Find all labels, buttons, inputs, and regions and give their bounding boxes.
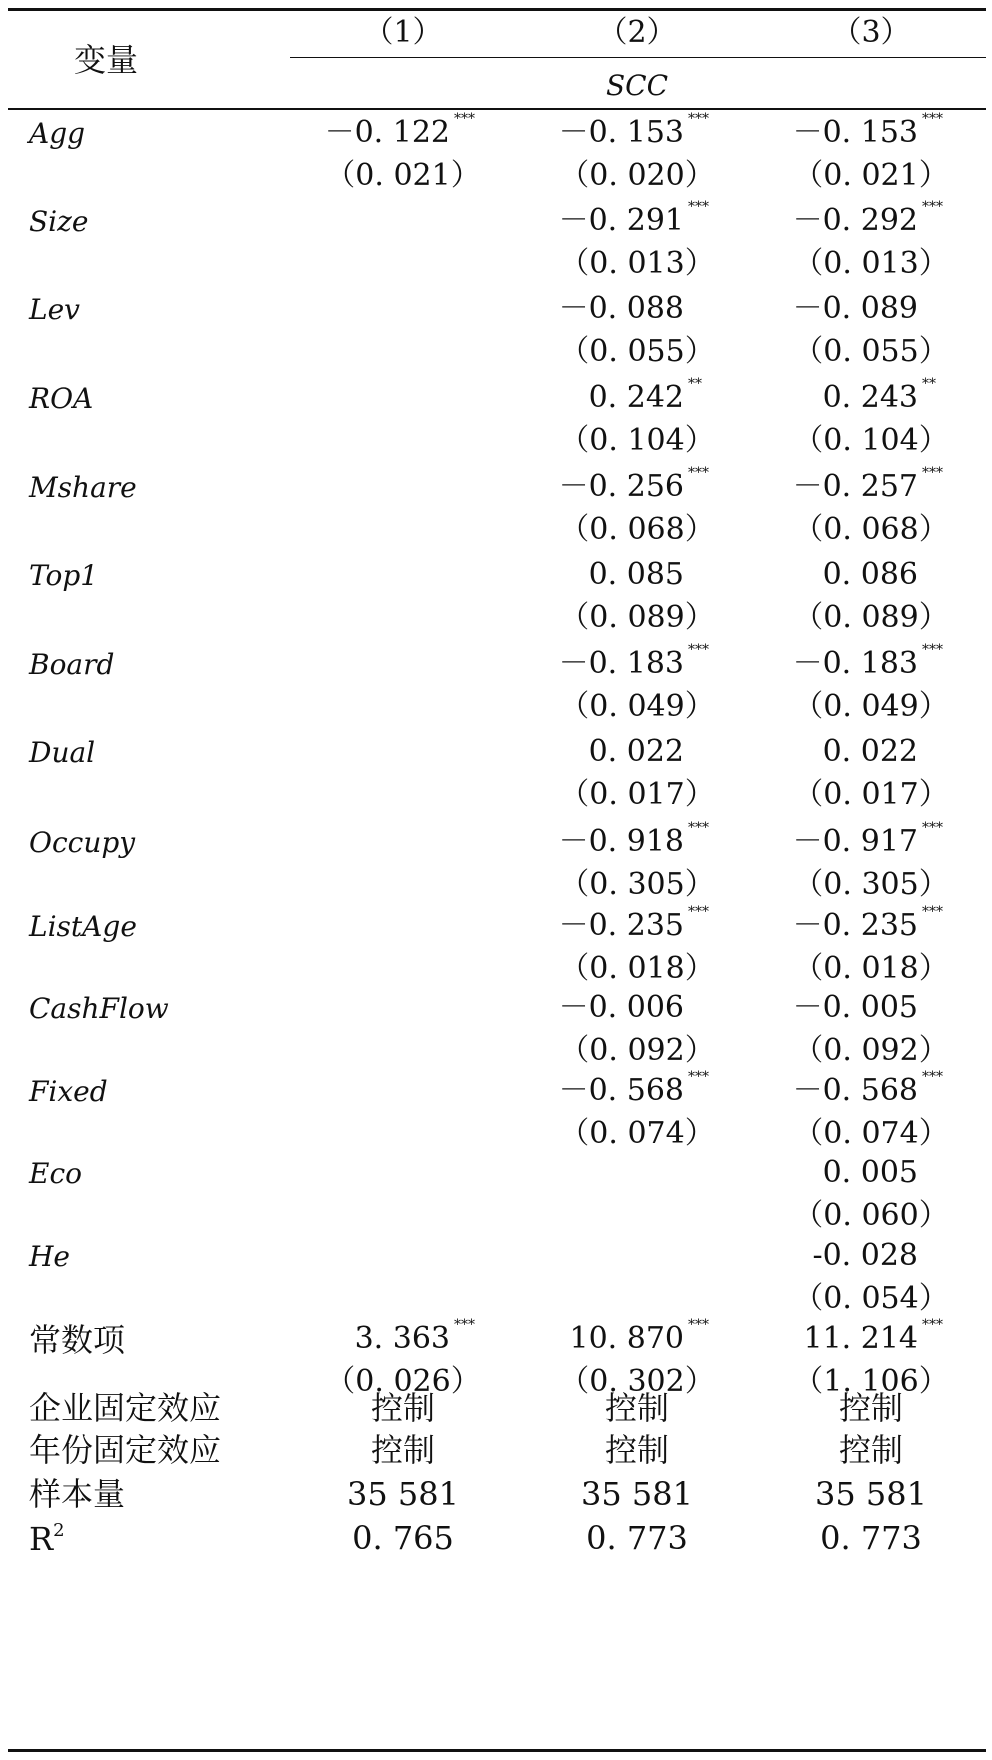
footer-row-label-text: 企业固定效应: [29, 1389, 222, 1427]
coefficient-value: [822, 557, 918, 592]
footer-value: 35 581: [815, 1475, 927, 1513]
coefficient-number: －0. 291: [558, 203, 684, 238]
coefficient-value: [558, 1069, 709, 1108]
standard-error-value: （0. 021）: [793, 158, 949, 193]
coefficient-value: [558, 465, 709, 504]
standard-error-value: （0. 021）: [325, 158, 481, 193]
standard-error-value: （0. 013）: [559, 246, 715, 281]
coefficient-value: [558, 904, 709, 943]
row-label: He: [29, 1240, 70, 1273]
standard-error-value: （0. 068）: [559, 512, 715, 547]
standard-error-value: （0. 068）: [793, 512, 949, 547]
standard-error-value: （0. 092）: [793, 1033, 949, 1068]
footer-value: 控制: [838, 1389, 904, 1427]
row-label: Board: [29, 648, 115, 681]
coefficient-number: 0. 005: [822, 1155, 918, 1190]
coefficient-number: 0. 022: [822, 734, 918, 769]
significance-stars: ***: [688, 820, 709, 836]
standard-error-value: （0. 026）: [325, 1364, 481, 1399]
significance-stars: ***: [922, 904, 943, 920]
coefficient-number: －0. 122: [324, 115, 450, 150]
header-sub-rule: [290, 57, 986, 58]
coefficient-number: 0. 022: [588, 734, 684, 769]
coefficient-value: [588, 734, 684, 769]
coefficient-number: －0. 918: [558, 824, 684, 859]
coefficient-value: [792, 111, 943, 150]
coefficient-value: [792, 1069, 943, 1108]
footer-row-label: [29, 1389, 222, 1427]
coefficient-value: [558, 642, 709, 681]
coefficient-value: [558, 199, 709, 238]
coefficient-value: [558, 820, 709, 859]
coefficient-value: [354, 1317, 475, 1356]
significance-stars: ***: [454, 111, 475, 127]
row-label: CashFlow: [29, 992, 169, 1025]
row-label: ListAge: [29, 910, 137, 943]
coefficient-number: －0. 183: [558, 646, 684, 681]
standard-error-value: （0. 013）: [793, 246, 949, 281]
coefficient-number: －0. 235: [792, 908, 918, 943]
row-label: Eco: [29, 1157, 82, 1190]
standard-error-value: （0. 054）: [793, 1281, 949, 1316]
coefficient-value: [812, 1238, 918, 1273]
standard-error-value: （0. 018）: [793, 951, 949, 986]
standard-error-value: （0. 017）: [793, 777, 949, 812]
standard-error-value: （0. 302）: [559, 1364, 715, 1399]
standard-error-value: （0. 089）: [793, 600, 949, 635]
footer-value: 0. 773: [586, 1519, 688, 1557]
footer-value: 0. 773: [820, 1519, 922, 1557]
significance-stars: ***: [688, 199, 709, 215]
footer-row-label-text: 样本量: [29, 1475, 126, 1513]
footer-row-label-superscript: 2: [53, 1520, 65, 1541]
coefficient-number: 0. 242: [588, 380, 684, 415]
coefficient-number: －0. 153: [792, 115, 918, 150]
coefficient-value: [792, 291, 918, 326]
footer-value: 35 581: [581, 1475, 693, 1513]
header-variable-label: 变量: [74, 41, 139, 79]
footer-value: 控制: [838, 1431, 904, 1469]
column-header-2: （2）: [597, 15, 677, 50]
coefficient-number: －0. 088: [558, 291, 684, 326]
row-label: Top1: [29, 559, 99, 592]
standard-error-value: （0. 104）: [559, 423, 715, 458]
significance-stars: ***: [688, 642, 709, 658]
coefficient-number: －0. 153: [558, 115, 684, 150]
coefficient-value: [792, 990, 918, 1025]
significance-stars: **: [922, 376, 936, 392]
significance-stars: ***: [688, 111, 709, 127]
coefficient-number: -0. 028: [812, 1238, 918, 1273]
footer-value: 控制: [370, 1431, 436, 1469]
significance-stars: ***: [688, 465, 709, 481]
coefficient-value: [792, 642, 943, 681]
standard-error-value: （1. 106）: [793, 1364, 949, 1399]
column-header-1: （1）: [363, 15, 443, 50]
coefficient-value: [588, 376, 702, 415]
row-label: ROA: [29, 382, 94, 415]
standard-error-value: （0. 060）: [793, 1198, 949, 1233]
significance-stars: ***: [922, 1069, 943, 1085]
standard-error-value: （0. 017）: [559, 777, 715, 812]
coefficient-number: 0. 086: [822, 557, 918, 592]
coefficient-number: －0. 568: [558, 1073, 684, 1108]
row-label: Occupy: [29, 826, 136, 859]
coefficient-number: 0. 243: [822, 380, 918, 415]
significance-stars: ***: [922, 642, 943, 658]
coefficient-number: －0. 005: [792, 990, 918, 1025]
coefficient-value: [792, 904, 943, 943]
row-label: Fixed: [29, 1075, 108, 1108]
coefficient-value: [569, 1317, 709, 1356]
coefficient-value: [558, 990, 684, 1025]
standard-error-value: （0. 104）: [793, 423, 949, 458]
coefficient-number: －0. 006: [558, 990, 684, 1025]
column-header-3: （3）: [831, 15, 911, 50]
coefficient-value: [803, 1317, 943, 1356]
significance-stars: ***: [922, 199, 943, 215]
standard-error-value: （0. 092）: [559, 1033, 715, 1068]
standard-error-value: （0. 305）: [559, 867, 715, 902]
significance-stars: ***: [922, 1317, 943, 1333]
coefficient-value: [558, 291, 684, 326]
coefficient-value: [558, 111, 709, 150]
table-mid-rule: [8, 108, 986, 110]
footer-row-label: [29, 1475, 126, 1513]
coefficient-number: 3. 363: [354, 1321, 450, 1356]
significance-stars: ***: [922, 111, 943, 127]
standard-error-value: （0. 074）: [793, 1116, 949, 1151]
footer-value: 0. 765: [352, 1519, 454, 1557]
dependent-variable-label: SCC: [605, 69, 669, 102]
coefficient-value: [792, 465, 943, 504]
significance-stars: ***: [688, 1069, 709, 1085]
row-label: Agg: [29, 117, 86, 150]
coefficient-number: －0. 292: [792, 203, 918, 238]
significance-stars: ***: [922, 820, 943, 836]
table-top-rule: [8, 8, 986, 11]
significance-stars: ***: [688, 1317, 709, 1333]
footer-value: 控制: [604, 1431, 670, 1469]
footer-value: 控制: [604, 1389, 670, 1427]
standard-error-value: （0. 074）: [559, 1116, 715, 1151]
coefficient-number: －0. 235: [558, 908, 684, 943]
standard-error-value: （0. 305）: [793, 867, 949, 902]
footer-value: 控制: [370, 1389, 436, 1427]
coefficient-number: 10. 870: [569, 1321, 684, 1356]
footer-row-label: [29, 1431, 222, 1469]
coefficient-value: [822, 376, 936, 415]
standard-error-value: （0. 018）: [559, 951, 715, 986]
coefficient-value: [822, 734, 918, 769]
coefficient-number: －0. 183: [792, 646, 918, 681]
significance-stars: ***: [454, 1317, 475, 1333]
table-bottom-rule: [8, 1749, 986, 1752]
coefficient-number: 11. 214: [803, 1321, 918, 1356]
significance-stars: **: [688, 376, 702, 392]
standard-error-value: （0. 055）: [793, 334, 949, 369]
standard-error-value: （0. 049）: [793, 689, 949, 724]
row-label: Mshare: [29, 471, 137, 504]
row-label: 常数项: [29, 1321, 126, 1359]
coefficient-number: －0. 256: [558, 469, 684, 504]
standard-error-value: （0. 089）: [559, 600, 715, 635]
coefficient-number: 0. 085: [588, 557, 684, 592]
row-label: Dual: [29, 736, 96, 769]
footer-row-label-text: 年份固定效应: [29, 1431, 222, 1469]
significance-stars: ***: [688, 904, 709, 920]
footer-row-label: [29, 1520, 65, 1558]
coefficient-number: －0. 568: [792, 1073, 918, 1108]
row-label: Lev: [29, 293, 80, 326]
coefficient-number: －0. 089: [792, 291, 918, 326]
coefficient-value: [822, 1155, 918, 1190]
coefficient-number: －0. 257: [792, 469, 918, 504]
footer-row-label-text: R: [29, 1520, 54, 1558]
coefficient-value: [588, 557, 684, 592]
standard-error-value: （0. 055）: [559, 334, 715, 369]
standard-error-value: （0. 020）: [559, 158, 715, 193]
significance-stars: ***: [922, 465, 943, 481]
coefficient-number: －0. 917: [792, 824, 918, 859]
standard-error-value: （0. 049）: [559, 689, 715, 724]
footer-value: 35 581: [347, 1475, 459, 1513]
coefficient-value: [792, 199, 943, 238]
row-label: Size: [29, 205, 89, 238]
coefficient-value: [792, 820, 943, 859]
coefficient-value: [324, 111, 475, 150]
